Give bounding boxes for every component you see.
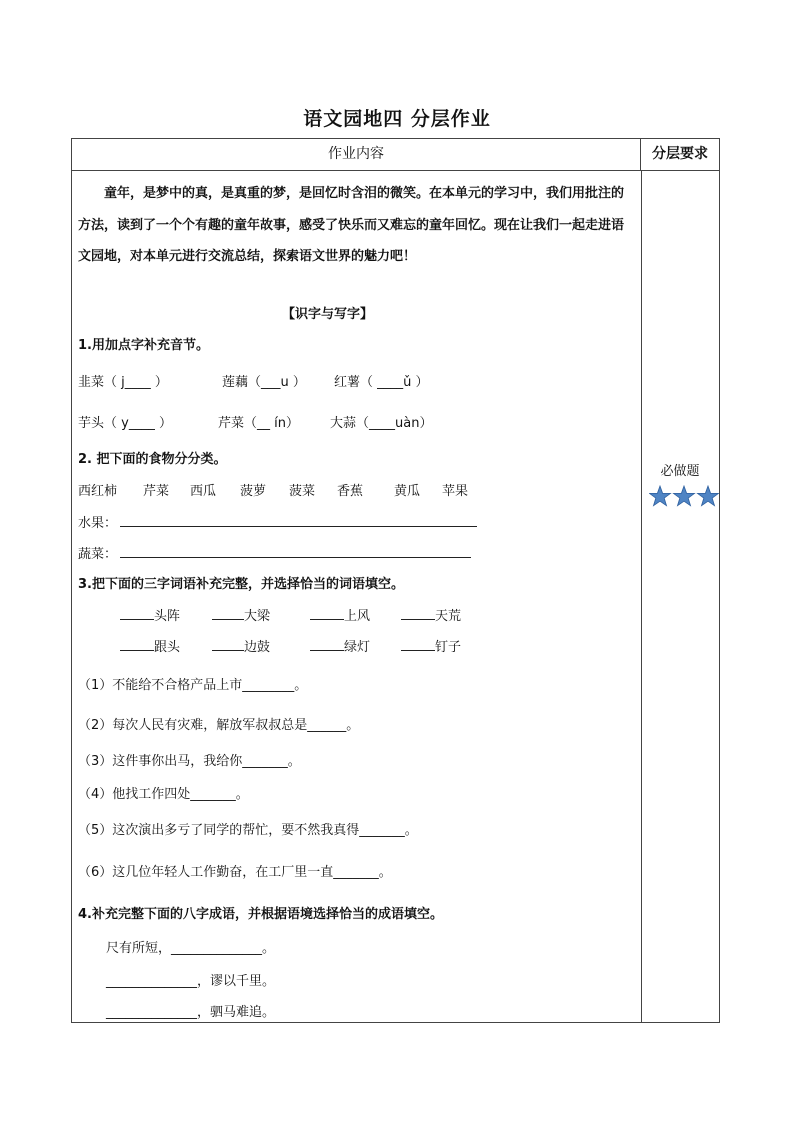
fruit-label: 水果： (78, 516, 118, 531)
word-item: 天荒 (401, 605, 461, 624)
food-item: 西瓜 (190, 484, 217, 499)
q1-title: 1.用加点字补充音节。 (78, 338, 209, 353)
vegetable-answer-line (120, 557, 471, 558)
word-item: 上风 (310, 605, 370, 624)
difficulty-stars (649, 485, 719, 509)
intro-paragraph: 童年，是梦中的真，是真重的梦，是回忆时含泪的微笑。在本单元的学习中，我们用批注的方法，读到了一个个有趣的童年故事，感受了快乐而又难忘的童年回忆。现在让我们一起走进语文园地，对本单元进行交流总结，探索语文世界的魅力吧！ (78, 186, 625, 264)
q1-item: 红薯（ ____ǔ ） (334, 375, 429, 390)
star-icon (650, 486, 671, 506)
requirement-column-header: 分层要求 (652, 146, 708, 162)
word-item: 大梁 (212, 605, 270, 624)
fill-sentence: （6）这几位年轻人工作勤奋，在工厂里一直_______。 (78, 865, 392, 880)
food-item: 芹菜 (143, 484, 170, 499)
food-item: 黄瓜 (394, 484, 421, 499)
idiom-line: ______________，谬以千里。 (106, 974, 276, 989)
q1-item: 韭菜（ j____ ） (78, 375, 168, 390)
food-item: 苹果 (442, 484, 469, 499)
homework-content (72, 170, 641, 1022)
fill-sentence: （5）这次演出多亏了同学的帮忙，要不然我真得_______。 (78, 823, 418, 838)
fill-sentence: （1）不能给不合格产品上市________。 (78, 678, 308, 693)
q1-item: 莲藕（___u ） (222, 375, 306, 390)
word-item: 绿灯 (310, 636, 370, 655)
idiom-line: 尺有所短，______________。 (106, 941, 276, 956)
q4-title: 4.补充完整下面的八字成语，并根据语境选择恰当的成语填空。 (78, 907, 443, 922)
content-column-header: 作业内容 (72, 139, 641, 170)
q1-item: 芋头（ y____ ） (78, 416, 172, 431)
idiom-line: ______________，驷马难追。 (106, 1005, 276, 1020)
star-icon (674, 486, 695, 506)
word-item: 边鼓 (212, 636, 270, 655)
star-icon (698, 486, 719, 506)
fill-sentence: （3）这件事你出马，我给你_______。 (78, 754, 301, 769)
page-title: 语文园地四 分层作业 (303, 108, 491, 130)
fruit-answer-line (120, 526, 477, 527)
q2-title: 2. 把下面的食物分分类。 (78, 452, 227, 467)
fill-sentence: （2）每次人民有灾难，解放军叔叔总是______。 (78, 718, 360, 733)
homework-table (71, 138, 720, 1023)
fill-sentence: （4）他找工作四处_______。 (78, 787, 249, 802)
requirement-label: 必做题 (660, 464, 700, 479)
q3-title: 3.把下面的三字词语补充完整，并选择恰当的词语填空。 (78, 577, 404, 592)
word-item: 跟头 (120, 636, 180, 655)
word-item: 头阵 (120, 605, 180, 624)
q1-item: 芹菜（__ ín） (218, 416, 299, 431)
food-item: 西红柿 (78, 484, 118, 499)
table-header (72, 139, 719, 171)
requirement-cell (641, 170, 719, 1022)
section-heading: 【识字与写字】 (282, 307, 374, 322)
word-item: 钉子 (401, 636, 461, 655)
vegetable-label: 蔬菜： (78, 547, 118, 562)
food-item: 菠萝 (240, 484, 267, 499)
food-item: 菠菜 (289, 484, 316, 499)
q1-item: 大蒜（____uàn） (330, 416, 433, 431)
food-item: 香蕉 (337, 484, 364, 499)
